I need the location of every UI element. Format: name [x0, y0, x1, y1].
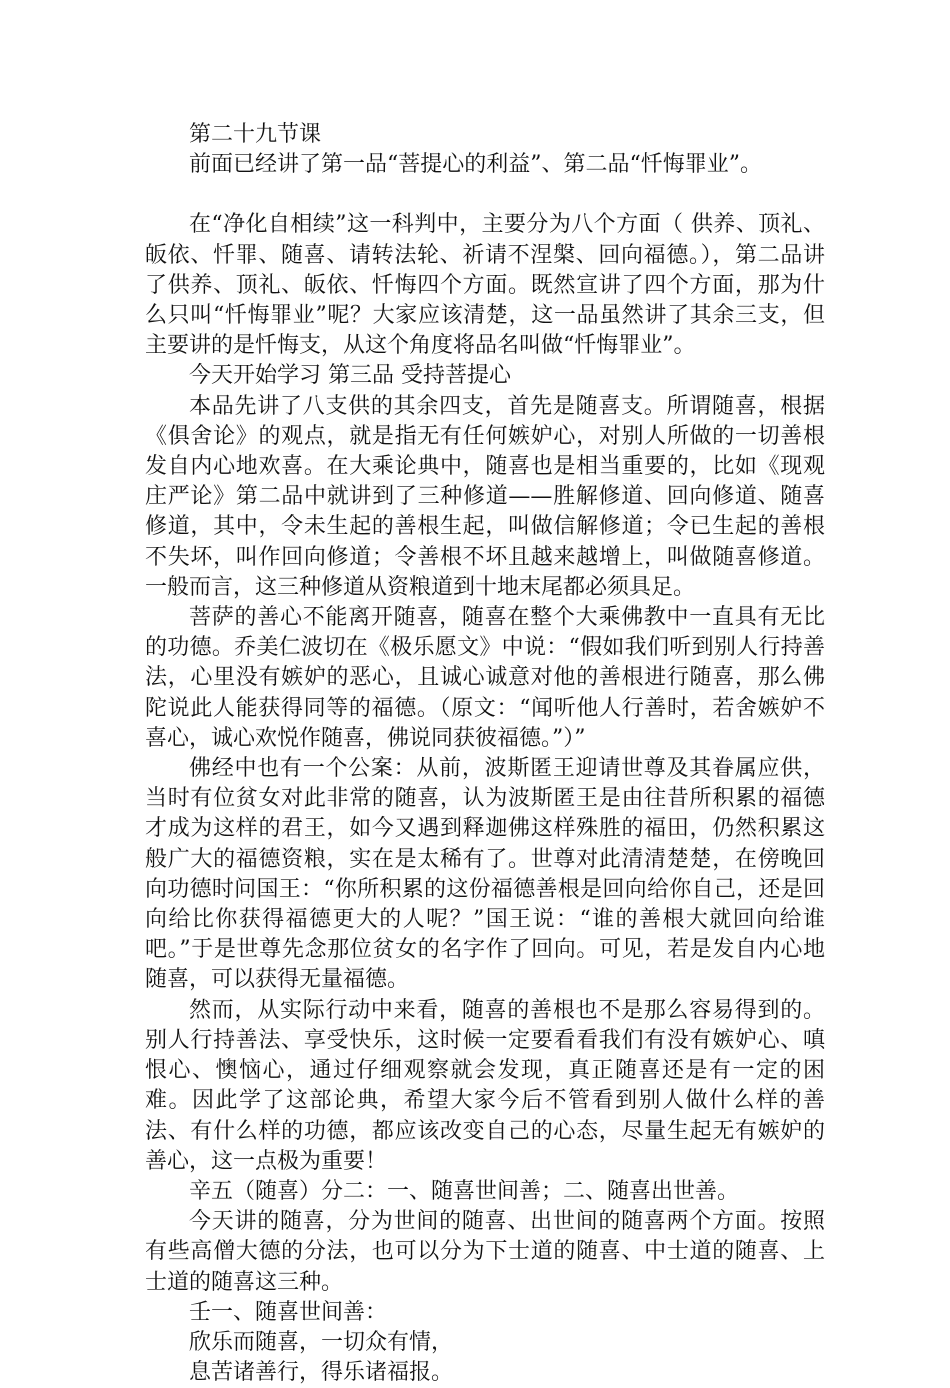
- document-body: [145, 120, 825, 1388]
- verse-line-2: 息苦诸善行，得乐诸福报。: [189, 1360, 454, 1386]
- verse-line-1: 欣乐而随喜，一切众有情，: [189, 1329, 454, 1355]
- paragraph-classification: 今天讲的随喜，分为世间的随喜、出世间的随喜两个方面。按照有些高僧大德的分法，也可以分为下士道的随喜、中士道的随喜、上士道的随喜这三种。: [145, 1209, 825, 1295]
- section-heading-xin-wu: 辛五（随喜）分二：一、随喜世间善；二、随喜出世善。: [189, 1178, 740, 1204]
- paragraph-chapter-three: 今天开始学习 第三品 受持菩提心: [189, 363, 511, 389]
- paragraph-eight-aspects: 在“净化自相续”这一科判中，主要分为八个方面（ 供养、顶礼、皈依、忏罪、随喜、请转法轮、祈请不涅槃、回向福德。），第二品讲了供养、顶礼、皈依、忏悔四个方面。既然宣讲了四个方面，那为什么只叫“忏悔罪业”呢？大家应该清楚，这一品虽然讲了其余三支，但主要讲的是忏悔支，从这个角度将品名叫做“忏悔罪业”。: [145, 212, 825, 359]
- paragraph-bodhisattva: 菩萨的善心不能离开随喜，随喜在整个大乘佛教中一直具有无比的功德。乔美仁波切在《极乐愿文》中说：“假如我们听到别人行持善法，心里没有嫉妒的恶心，且诚心诚意对他的善根进行随喜，那么佛陀说此人能获得同等的福德。（原文：“闻听他人行善时，若舍嫉妒不喜心，诚心欢悦作随喜，佛说同获彼福德。”）”: [145, 605, 825, 751]
- paragraph-story: 佛经中也有一个公案：从前，波斯匿王迎请世尊及其眷属应供，当时有位贫女对此非常的随喜，认为波斯匿王是由往昔所积累的福德才成为这样的君王，如今又遇到释迦佛这样殊胜的福田，仍然积累这般广大的福德资粮，实在是太稀有了。世尊对此清清楚楚，在傍晚回向功德时问国王：“你所积累的这份福德善根是回向给你自己，还是回向给比你获得福德更大的人呢？”国王说：“谁的善根大就回向给谁吧。”于是世尊先念那位贫女的名字作了回向。可见，若是发自内心地随喜，可以获得无量福德。: [145, 756, 825, 993]
- paragraph-gap: [145, 180, 825, 210]
- section-heading-ren-yi: 壬一、随喜世间善：: [189, 1299, 388, 1325]
- paragraph-rejoicing-intro: 本品先讲了八支供的其余四支，首先是随喜支。所谓随喜，根据《俱舍论》的观点，就是指无有任何嫉妒心，对别人所做的一切善根发自内心地欢喜。在大乘论典中，随喜也是相当重要的，比如《现观庄严论》第二品中就讲到了三种修道——胜解修道、回向修道、随喜修道，其中，令未生起的善根生起，叫做信解修道；令已生起的善根不失坏，叫作回向修道；令善根不坏且越来越增上，叫做随喜修道。一般而言，这三种修道从资粮道到十地末尾都必须具足。: [145, 393, 825, 600]
- paragraph-practice: 然而，从实际行动中来看，随喜的善根也不是那么容易得到的。别人行持善法、享受快乐，这时候一定要看看我们有没有嫉妒心、嗔恨心、懊恼心，通过仔细观察就会发现，真正随喜还是有一定的困难。因此学了这部论典，希望大家今后不管看到别人做什么样的善法、有什么样的功德，都应该改变自己的心态，尽量生起无有嫉妒的善心，这一点极为重要！: [145, 997, 825, 1174]
- intro-line: 前面已经讲了第一品“菩提心的利益”、第二品“忏悔罪业”。: [189, 152, 762, 178]
- lesson-title: 第二十九节课: [189, 122, 322, 147]
